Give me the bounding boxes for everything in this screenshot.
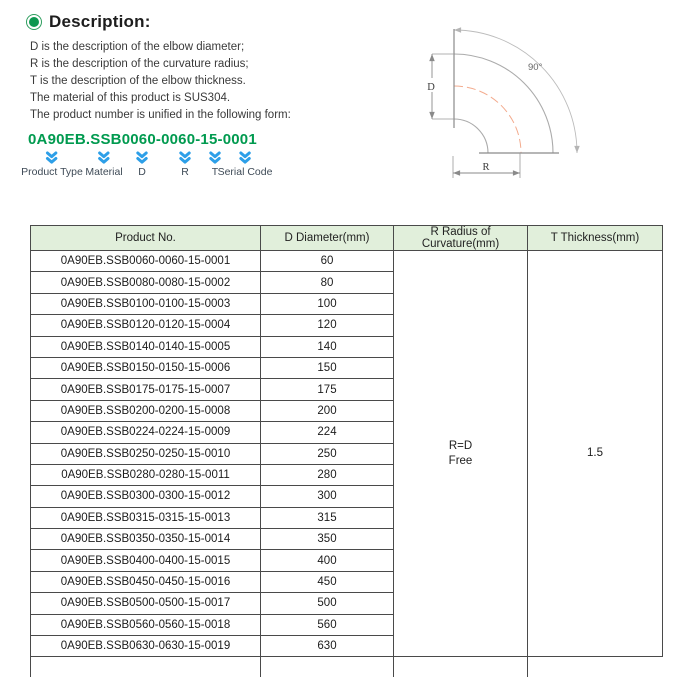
cell-diameter: 250	[261, 443, 394, 464]
cell-product-no: 0A90EB.SSB0200-0200-15-0008	[31, 400, 261, 421]
code-part-label: Product Type	[21, 166, 83, 178]
cell-diameter: 200	[261, 400, 394, 421]
r-dimension-label: R	[482, 162, 490, 173]
code-part-label: D	[138, 166, 146, 178]
section-header	[26, 12, 151, 32]
cell-product-no: 0A90EB.SSB0315-0315-15-0013	[31, 507, 261, 528]
cell-product-no: 0A90EB.SSB0280-0280-15-0011	[31, 464, 261, 485]
cell-product-no: 0A90EB.SSB0080-0080-15-0002	[31, 272, 261, 293]
cell-diameter: 315	[261, 507, 394, 528]
elbow-centerline-arc	[454, 86, 521, 153]
code-annotation-material	[85, 151, 122, 178]
product-table	[30, 225, 663, 677]
cell-radius-merged	[394, 251, 528, 657]
col-header-thickness: T Thickness(mm)	[528, 226, 663, 251]
double-chevron-down-icon	[46, 151, 59, 164]
code-part-label: T	[211, 166, 219, 178]
cell-product-no: 0A90EB.SSB0560-0560-15-0018	[31, 614, 261, 635]
green-bullet-icon	[26, 14, 42, 30]
description-line: D is the description of the elbow diameter;	[30, 41, 245, 53]
code-annotation-serial-code	[218, 151, 273, 178]
cell-product-no: 0A90EB.SSB0100-0100-15-0003	[31, 293, 261, 314]
cell-diameter: 300	[261, 486, 394, 507]
cell-diameter: 560	[261, 614, 394, 635]
cell-diameter: 100	[261, 293, 394, 314]
section-title: Description:	[49, 12, 151, 31]
cell-thickness-merged: 1.5	[528, 251, 663, 657]
table-row	[31, 251, 663, 272]
radius-value-line1: R=D	[448, 439, 473, 452]
description-line: The product number is unified in the following form:	[30, 109, 291, 121]
cell-product-no: 0A90EB.SSB0250-0250-15-0010	[31, 443, 261, 464]
table-cutoff-row	[31, 657, 663, 677]
cell-diameter: 175	[261, 379, 394, 400]
code-part-label: R	[181, 166, 189, 178]
product-table-container	[30, 225, 663, 688]
col-header-product-no: Product No.	[31, 226, 261, 251]
double-chevron-down-icon	[136, 151, 149, 164]
code-annotation-d	[136, 151, 149, 178]
cell-product-no: 0A90EB.SSB0500-0500-15-0017	[31, 593, 261, 614]
cell-diameter: 224	[261, 422, 394, 443]
cell-diameter: 400	[261, 550, 394, 571]
cell-diameter: 120	[261, 315, 394, 336]
angle-label: 90°	[528, 62, 543, 73]
cell-diameter: 350	[261, 529, 394, 550]
cell-diameter: 450	[261, 571, 394, 592]
cell-product-no: 0A90EB.SSB0300-0300-15-0012	[31, 486, 261, 507]
elbow-diagram	[415, 20, 698, 200]
cell-diameter: 280	[261, 464, 394, 485]
double-chevron-down-icon	[97, 151, 110, 164]
cell-diameter: 150	[261, 357, 394, 378]
cell-product-no: 0A90EB.SSB0224-0224-15-0009	[31, 422, 261, 443]
cell-diameter: 80	[261, 272, 394, 293]
code-part-label: Material	[85, 166, 123, 178]
cell-product-no: 0A90EB.SSB0120-0120-15-0004	[31, 315, 261, 336]
angle-dimension-arc	[454, 30, 577, 153]
description-text	[30, 39, 291, 124]
cell-diameter: 140	[261, 336, 394, 357]
cell-product-no: 0A90EB.SSB0350-0350-15-0014	[31, 529, 261, 550]
table-header-row	[31, 226, 663, 251]
cell-diameter: 630	[261, 636, 394, 657]
cell-product-no: 0A90EB.SSB0630-0630-15-0019	[31, 636, 261, 657]
radius-value-line2: Free	[448, 454, 473, 467]
code-part-label: Serial Code	[217, 166, 273, 178]
d-dimension-label: D	[427, 82, 435, 93]
code-annotation-product-type	[21, 151, 83, 178]
col-header-diameter: D Diameter(mm)	[261, 226, 394, 251]
cell-product-no: 0A90EB.SSB0450-0450-15-0016	[31, 571, 261, 592]
cell-product-no: 0A90EB.SSB0400-0400-15-0015	[31, 550, 261, 571]
cell-product-no: 0A90EB.SSB0060-0060-15-0001	[31, 251, 261, 272]
cell-product-no: 0A90EB.SSB0140-0140-15-0005	[31, 336, 261, 357]
cell-diameter: 500	[261, 593, 394, 614]
col-header-radius: R Radius of Curvature(mm)	[394, 226, 528, 251]
double-chevron-down-icon	[179, 151, 192, 164]
description-line: The material of this product is SUS304.	[30, 92, 231, 104]
cell-product-no: 0A90EB.SSB0175-0175-15-0007	[31, 379, 261, 400]
cell-product-no: 0A90EB.SSB0150-0150-15-0006	[31, 357, 261, 378]
code-annotation-r	[179, 151, 192, 178]
description-line: R is the description of the curvature radius;	[30, 58, 249, 70]
description-line: T is the description of the elbow thickness.	[30, 75, 246, 87]
product-code: 0A90EB.SSB0060-0060-15-0001	[28, 131, 257, 148]
elbow-inner-arc	[454, 119, 488, 153]
double-chevron-down-icon	[239, 151, 252, 164]
cell-diameter: 60	[261, 251, 394, 272]
